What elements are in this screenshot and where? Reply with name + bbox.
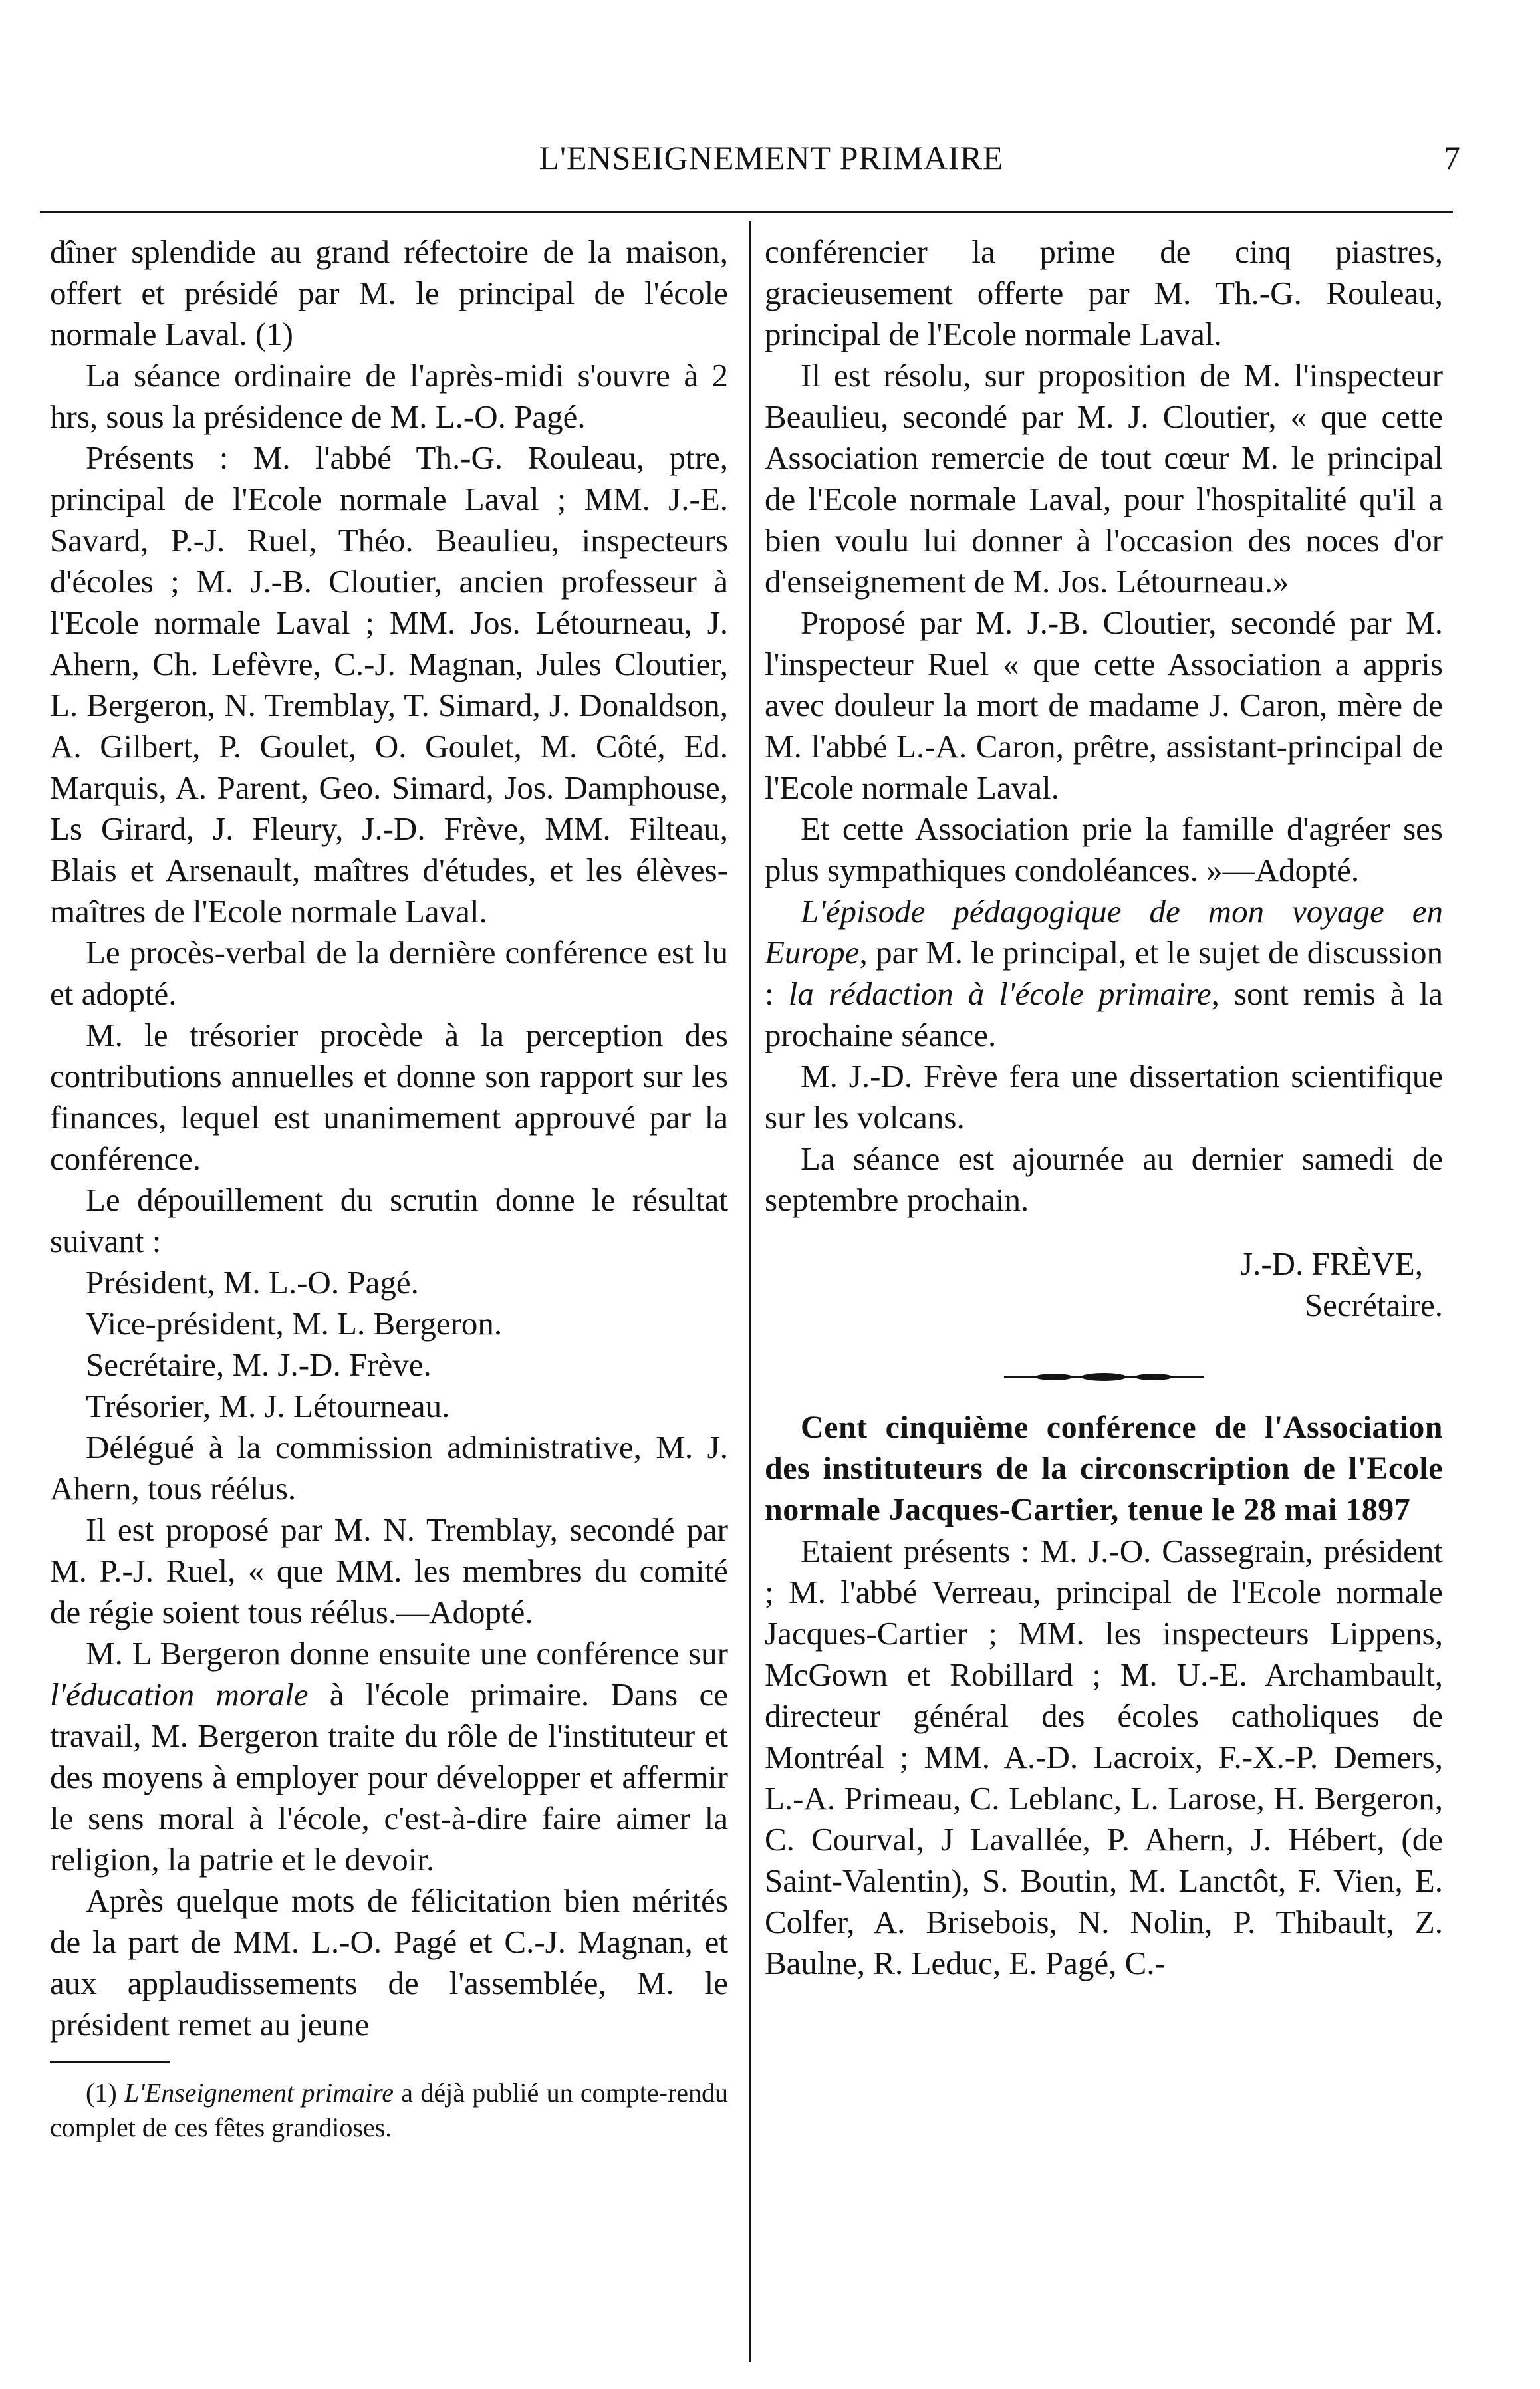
paragraph: M. le trésorier procède à la perception des contributions annuelles et donne son rapport sur les finances, lequel est unanimement approuvé par la conférence. [50,1017,728,1177]
signature [765,1243,1443,1326]
paragraph: Il est résolu, sur proposition de M. l'inspecteur Beaulieu, secondé par M. J. Cloutier, « que cette Association remercie de tout cœur M. le principal de l'Ecole normale Laval, pour l'hospitalité qu'il a bien voulu lui donner à l'occasion des noces d'or d'enseignement de M. Jos. Létourneau.» [765,357,1443,600]
paragraph [765,891,1443,1056]
section-heading: Cent cinquième conférence de l'Association des instituteurs de la circonscription de l'Ecole normale Jacques-Cartier, tenue le 28 mai 1897 [765,1410,1443,1527]
officer-line: Trésorier, M. J. Létourneau. [86,1388,450,1424]
paragraph [50,1633,728,1880]
paragraph: Il est proposé par M. N. Tremblay, secondé par M. P.-J. Ruel, « que MM. les membres du comité de régie soient tous réélus.—Adopté. [50,1511,728,1630]
paragraph: Proposé par M. J.-B. Cloutier, secondé par M. l'inspecteur Ruel « que cette Association a appris avec douleur la mort de madame J. Caron, mère de M. l'abbé L.-A. Caron, prêtre, assistant-principal de l'Ecole normale Laval. [765,604,1443,806]
footnote-rule [50,2061,170,2063]
text-run: , sont remis à la prochaine séance. [765,975,1443,1053]
paragraph: Le procès-verbal de la dernière conférence est lu et adopté. [50,934,728,1012]
paragraph: Et cette Association prie la famille d'agréer ses plus sympathiques condoléances. »—Adopté. [765,811,1443,888]
running-title: L'ENSEIGNEMENT PRIMAIRE [539,139,1004,176]
signature-title: Secrétaire. [1304,1287,1443,1323]
left-column [50,231,728,2145]
paragraph: La séance ordinaire de l'après-midi s'ouvre à 2 hrs, sous la présidence de M. L.-O. Pagé. [50,357,728,435]
footnote-mark: (1) [86,2078,117,2108]
italic-title: L'épisode pédagogique de mon voyage en Europe [765,893,1443,971]
right-column [765,231,1443,1984]
paragraph: Après quelque mots de félicitation bien mérités de la part de MM. L.-O. Pagé et C.-J. Magnan, et aux applaudissements de l'assemblée, M. le président remet au jeune [50,1882,728,2043]
text-run: à l'école primaire. Dans ce travail, M. Bergeron traite du rôle de l'instituteur et des moyens à employer pour développer et affermir le sens moral à l'école, c'est-à-dire faire aimer la religion, la patrie et le devoir. [50,1676,728,1878]
officer-line: Secrétaire, M. J.-D. Frève. [86,1346,432,1383]
footnote-text: a déjà publié un compte-rendu complet de ces fêtes grandioses. [50,2078,729,2142]
paragraph: dîner splendide au grand réfectoire de la maison, offert et présidé par M. le principal de l'école normale Laval. (1) [50,233,728,352]
paragraph: Le dépouillement du scrutin donne le résultat suivant : [50,1182,728,1259]
text-run: M. L Bergeron donne ensuite une conférence sur [86,1635,728,1672]
attendees-paragraph: Etaient présents : M. J.-O. Cassegrain, président ; M. l'abbé Verreau, principal de l'Ecole normale Jacques-Cartier ; MM. les inspecteurs Lippens, McGown et Robillard ; M. U.-E. Archambault, directeur général des écoles catholiques de Montréal ; MM. A.-D. Lacroix, F.-X.-P. Demers, L.-A. Primeau, C. Leblanc, L. Larose, H. Bergeron, C. Courval, J Lavallée, P. Ahern, J. Hébert, (de Saint-Valentin), S. Boutin, M. Lanctôt, F. Vien, E. Colfer, A. Brisebois, N. Nolin, P. Thibault, Z. Baulne, R. Leduc, E. Pagé, C.- [765,1533,1443,1981]
italic-title: l'éducation morale [50,1676,309,1713]
paragraph: conférencier la prime de cinq piastres, gracieusement offerte par M. Th.-G. Rouleau, principal de l'Ecole normale Laval. [765,233,1443,352]
officer-line: Président, M. L.-O. Pagé. [86,1264,419,1301]
signature-name: J.-D. FRÈVE, [1240,1245,1423,1282]
page-header [0,128,1540,188]
text-run: , par M. le principal, et le sujet de discussion : [765,934,1443,1012]
paragraph: M. J.-D. Frève fera une dissertation scientifique sur les volcans. [765,1058,1443,1136]
paragraph: La séance est ajournée au dernier samedi de septembre prochain. [765,1140,1443,1218]
italic-title: la rédaction à l'école primaire [788,975,1212,1012]
paragraph: Délégué à la commission administrative, M. J. Ahern, tous réélus. [50,1429,728,1507]
page-number: 7 [1444,139,1460,176]
footnote-italic: L'Enseignement primaire [124,2078,394,2108]
column-divider [749,221,751,2362]
officer-line: Vice-président, M. L. Bergeron. [86,1305,503,1342]
attendees-paragraph: Présents : M. l'abbé Th.-G. Rouleau, ptre, principal de l'Ecole normale Laval ; MM. J.-E. Savard, P.-J. Ruel, Théo. Beaulieu, inspecteurs d'écoles ; M. J.-B. Cloutier, ancien professeur à l'Ecole normale Laval ; MM. Jos. Létourneau, J. Ahern, Ch. Lefèvre, C.-J. Magnan, Jules Cloutier, L. Bergeron, N. Tremblay, T. Simard, J. Donaldson, A. Gilbert, P. Goulet, O. Goulet, M. Côté, Ed. Marquis, A. Parent, Geo. Simard, Jos. Damphouse, Ls Girard, J. Fleury, J.-D. Frève, MM. Filteau, Blais et Arsenault, maîtres d'études, et les élèves-maîtres de l'Ecole normale Laval. [50,440,728,930]
ornament-divider [1004,1372,1204,1382]
header-rule [40,211,1453,213]
footnote [50,2076,728,2145]
